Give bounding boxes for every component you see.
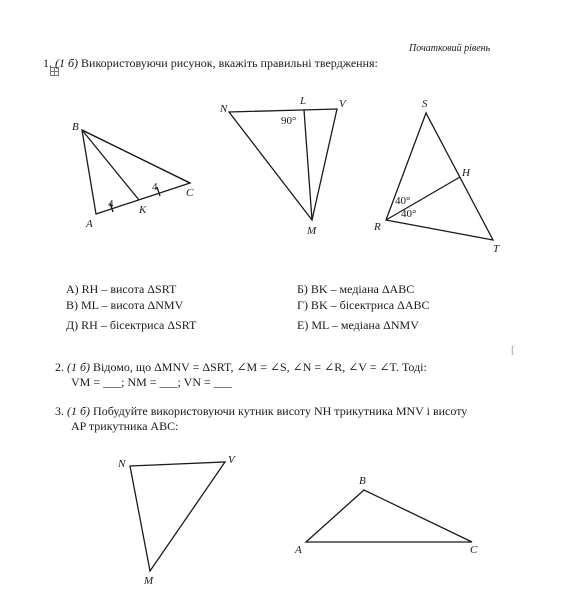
task3-line2: AP трикутника ABC: — [71, 419, 179, 433]
task3-text: Побудуйте використовуючи кутник висоту NH трикутника MNV і висоту — [93, 404, 468, 418]
label-kc-length: 4 — [152, 181, 158, 193]
label-a: A — [86, 218, 93, 230]
label-s: S — [422, 98, 428, 110]
task3-label-m: M — [144, 575, 154, 587]
label-m: M — [307, 225, 317, 237]
task1-number: 1. — [43, 56, 52, 70]
task3-label-a: A — [295, 544, 302, 556]
label-n: N — [220, 103, 228, 115]
task2-heading — [55, 360, 427, 374]
label-ak-length: 4 — [108, 198, 114, 210]
figure-task3-triangle-abc — [306, 490, 472, 542]
label-c: C — [186, 187, 194, 199]
task3-triangle-nvm-outline — [130, 462, 225, 571]
label-angle-40-top: 40° — [395, 195, 411, 207]
task3-triangle-abc-outline — [306, 490, 472, 542]
task3-points: (1 б) — [67, 404, 91, 418]
level-label: Початковий рівень — [409, 43, 491, 54]
label-angle-90: 90° — [281, 115, 297, 127]
task2-text: Відомо, що ΔMNV = ΔSRT, ∠M = ∠S, ∠N = ∠R, ∠V = ∠T. Тоді: — [93, 360, 427, 374]
label-angle-40-bottom: 40° — [401, 208, 417, 220]
figure-task3-triangle-nvm — [130, 462, 225, 571]
task2-number: 2. — [55, 360, 64, 374]
task3-label-v: V — [228, 454, 235, 466]
task2-answer-line: VM = ___; NM = ___; VN = ___ — [71, 375, 232, 389]
task3-number: 3. — [55, 404, 64, 418]
task3-heading — [55, 404, 467, 418]
task1-points: (1 б) — [55, 56, 79, 70]
figure-triangle-srt — [386, 113, 493, 240]
option-d: Д) RH – бісектриса ΔSRT — [66, 318, 197, 332]
task3-label-c: C — [470, 544, 478, 556]
segment-ml — [304, 110, 312, 220]
task3-label-b: B — [359, 475, 366, 487]
task2-points: (1 б) — [67, 360, 91, 374]
label-b: B — [72, 121, 79, 133]
task3-label-n: N — [118, 458, 126, 470]
label-r: R — [374, 221, 381, 233]
label-h: H — [462, 167, 470, 179]
option-v: В) ML – висота ΔNMV — [66, 298, 184, 312]
label-l: L — [300, 95, 307, 107]
option-g: Г) BK – бісектриса ΔABC — [297, 298, 430, 312]
label-v: V — [339, 98, 346, 110]
segment-bk — [82, 130, 139, 200]
label-t: T — [493, 243, 500, 255]
text-cursor: [ — [511, 344, 515, 356]
segment-bc — [82, 130, 190, 183]
option-b: Б) BK – медіана ΔABC — [297, 282, 415, 296]
label-k: K — [139, 204, 147, 216]
triangle-srt-outline — [386, 113, 493, 240]
option-e: Е) ML – медіана ΔNMV — [297, 318, 419, 332]
triangle-abc-outline — [82, 130, 190, 214]
figure-triangle-abc — [82, 130, 190, 214]
option-a: А) RH – висота ΔSRT — [66, 282, 177, 296]
task1-text: Використовуючи рисунок, вкажіть правильні твердження: — [81, 56, 378, 70]
